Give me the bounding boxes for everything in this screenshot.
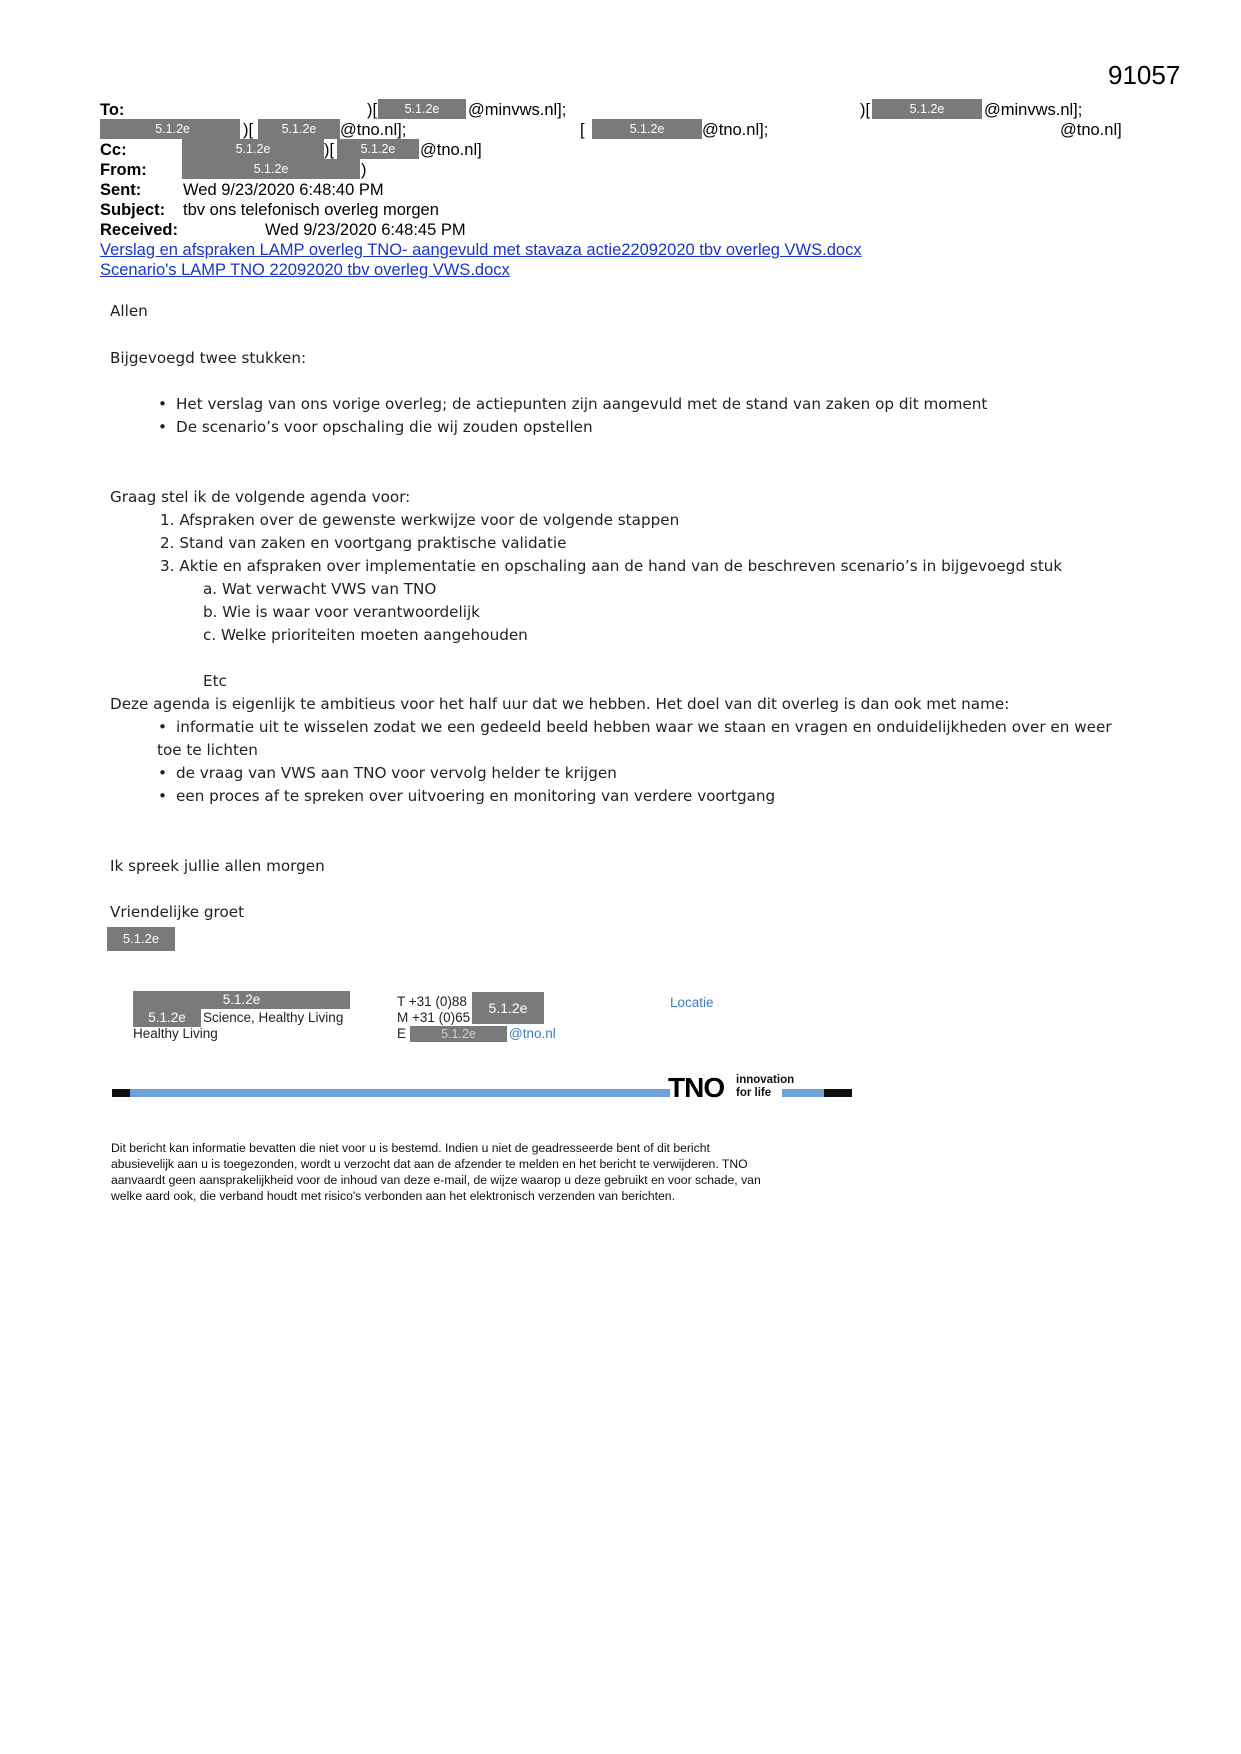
to-domain: @tno.nl]; — [702, 121, 769, 139]
subject-label: Subject: — [100, 201, 166, 219]
to-separator: )[ — [367, 101, 378, 119]
signature-name-redaction: 5.1.2e — [107, 927, 175, 951]
list-item-continuation: toe te lichten — [157, 741, 258, 759]
subject-value: tbv ons telefonisch overleg morgen — [183, 201, 439, 219]
sent-label: Sent: — [100, 181, 142, 199]
etc-text: Etc — [203, 672, 227, 690]
agenda-item: 1. Afspraken over de gewenste werkwijze voor de volgende stappen — [160, 511, 680, 529]
redaction-block: 5.1.2e — [378, 99, 466, 119]
intro-text: Bijgevoegd twee stukken: — [110, 349, 307, 367]
signature-email-label: E — [397, 1026, 407, 1041]
document-number: 91057 — [1108, 60, 1181, 90]
agenda-intro: Graag stel ik de volgende agenda voor: — [110, 488, 411, 506]
signature-email-domain[interactable]: @tno.nl — [509, 1026, 556, 1041]
goal-intro: Deze agenda is eigenlijk te ambitieus voor het half uur dat we hebben. Het doel van dit overleg is dan ook met name: — [110, 695, 1010, 713]
list-item: • een proces af te spreken over uitvoering en monitoring van verdere voortgang — [176, 785, 775, 808]
received-value: Wed 9/23/2020 6:48:45 PM — [265, 221, 466, 239]
cc-label: Cc: — [100, 141, 127, 159]
redaction-block: 5.1.2e — [182, 139, 324, 159]
received-label: Received: — [100, 221, 178, 239]
tno-bar — [130, 1089, 670, 1097]
signature-department: Science, Healthy Living — [203, 1010, 344, 1025]
disclaimer-line: welke aard ook, die verband houdt met risico's verbonden aan het elektronisch verzenden van berichten. — [111, 1189, 675, 1203]
signature-phone-m: M +31 (0)65 — [397, 1010, 471, 1025]
agenda-item: 2. Stand van zaken en voortgang praktische validatie — [160, 534, 567, 552]
redaction-block: 5.1.2e — [337, 139, 419, 159]
to-separator: )[ — [243, 121, 254, 139]
redaction-block: 5.1.2e — [592, 119, 702, 139]
to-domain: @minvws.nl]; — [984, 101, 1083, 119]
redaction-block: 5.1.2e — [410, 1026, 507, 1042]
from-separator: ) — [361, 161, 367, 179]
tno-bar-end — [782, 1089, 824, 1097]
agenda-item: 3. Aktie en afspraken over implementatie en opschaling aan de hand van de beschreven scenario’s in bijgevoegd stuk — [160, 557, 1063, 575]
redaction-block: 5.1.2e — [182, 159, 360, 179]
to-domain: @minvws.nl]; — [468, 101, 567, 119]
to-separator: [ — [580, 121, 585, 139]
redaction-block: 5.1.2e — [133, 1009, 201, 1027]
attachment-link[interactable]: Scenario's LAMP TNO 22092020 tbv overleg VWS.docx — [100, 261, 510, 279]
from-label: From: — [100, 161, 147, 179]
tno-bar-start — [112, 1089, 130, 1097]
to-label: To: — [100, 101, 125, 119]
closing-text: Ik spreek jullie allen morgen — [110, 857, 325, 875]
disclaimer-line: Dit bericht kan informatie bevatten die niet voor u is bestemd. Indien u niet de geadresseerde bent of dit bericht — [111, 1141, 710, 1155]
sub-agenda-item: c. Welke prioriteiten moeten aangehouden — [203, 626, 528, 644]
list-item: • De scenario’s voor opschaling die wij zouden opstellen — [176, 416, 593, 439]
disclaimer-line: aanvaardt geen aansprakelijkheid voor de inhoud van deze e-mail, de wijze waarop u deze gebruikt en voor schade, van — [111, 1173, 761, 1187]
redaction-block: 5.1.2e — [872, 99, 982, 119]
disclaimer-line: abusievelijk aan u is toegezonden, wordt u verzocht dat aan de afzender te melden en het bericht te verwijderen. TNO — [111, 1157, 748, 1171]
attachment-link[interactable]: Verslag en afspraken LAMP overleg TNO- aangevuld met stavaza actie22092020 tbv overleg VWS.docx — [100, 241, 862, 259]
tno-tagline-2: for life — [736, 1087, 772, 1099]
list-item: • informatie uit te wisselen zodat we een gedeeld beeld hebben waar we staan en vragen en onduidelijkheden over en weer — [176, 716, 1112, 739]
cc-domain: @tno.nl] — [420, 141, 482, 159]
signature-department-2: Healthy Living — [133, 1026, 218, 1041]
tno-logo: TNO — [668, 1072, 725, 1103]
to-separator: )[ — [860, 101, 871, 119]
tno-bar-cap — [824, 1089, 852, 1097]
greeting: Allen — [110, 302, 148, 320]
tno-tagline-1: innovation — [736, 1074, 795, 1086]
signature-phone-t: T +31 (0)88 — [397, 994, 467, 1009]
closing-greeting: Vriendelijke groet — [110, 903, 245, 921]
redaction-block: 5.1.2e — [258, 119, 340, 139]
sent-value: Wed 9/23/2020 6:48:40 PM — [183, 181, 384, 199]
list-item: • de vraag van VWS aan TNO voor vervolg helder te krijgen — [176, 762, 617, 785]
location-link[interactable]: Locatie — [670, 995, 714, 1010]
to-domain: @tno.nl] — [1060, 121, 1122, 139]
sub-agenda-item: b. Wie is waar voor verantwoordelijk — [203, 603, 480, 621]
list-item: • Het verslag van ons vorige overleg; de actiepunten zijn aangevuld met de stand van zaken op dit moment — [176, 393, 987, 416]
redaction-block: 5.1.2e — [133, 991, 350, 1009]
cc-separator: )[ — [324, 141, 335, 159]
to-domain: @tno.nl]; — [340, 121, 407, 139]
sub-agenda-item: a. Wat verwacht VWS van TNO — [203, 580, 437, 598]
redaction-block: 5.1.2e — [100, 119, 240, 139]
redaction-block: 5.1.2e — [472, 992, 544, 1024]
